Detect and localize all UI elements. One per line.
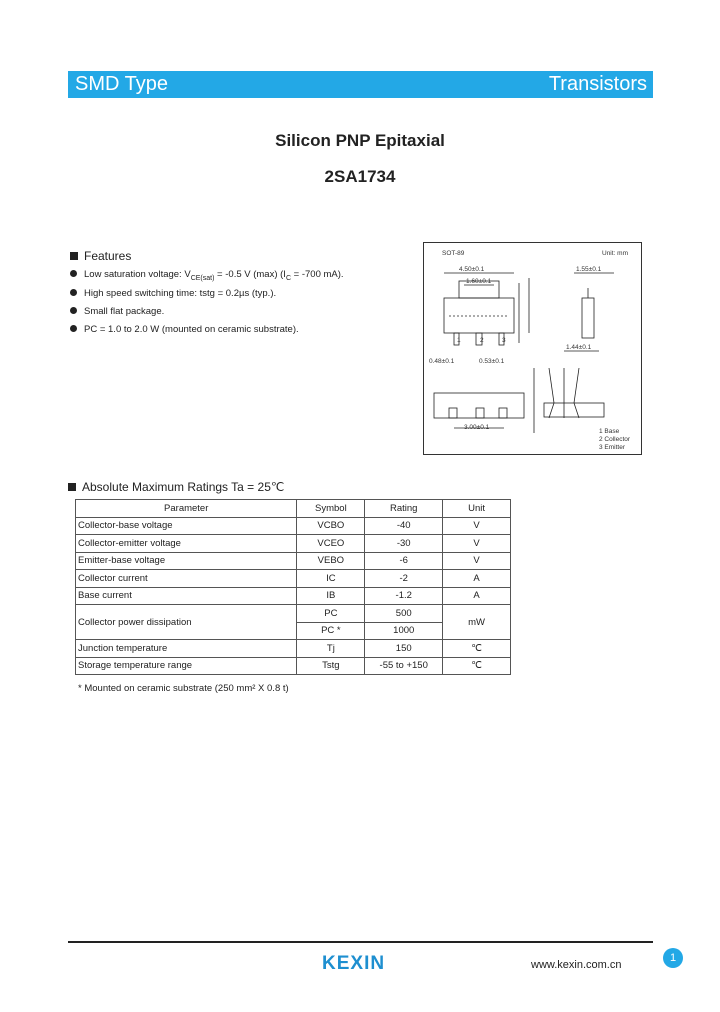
features-heading: Features	[70, 249, 131, 263]
feature-item: Small flat package.	[70, 306, 164, 317]
bullet-icon	[70, 325, 77, 332]
header-banner	[68, 71, 653, 98]
svg-text:3.00±0.1: 3.00±0.1	[464, 424, 490, 431]
table-row: Collector current IC -2 A	[76, 570, 511, 588]
svg-text:2 Collector: 2 Collector	[599, 436, 631, 443]
svg-text:0.48±0.1: 0.48±0.1	[429, 358, 455, 365]
table-row: Storage temperature range Tstg -55 to +150 ℃	[76, 657, 511, 675]
svg-text:3: 3	[502, 337, 506, 344]
svg-text:2: 2	[480, 337, 484, 344]
table-row: Junction temperature Tj 150 ℃	[76, 640, 511, 658]
table-row: Collector power dissipation PC 500 mW	[76, 605, 511, 623]
table-row: Collector-emitter voltage VCEO -30 V	[76, 535, 511, 553]
square-bullet-icon	[70, 252, 78, 260]
col-header: Rating	[365, 500, 443, 518]
table-header-row	[76, 500, 511, 518]
svg-text:SOT-89: SOT-89	[442, 250, 465, 257]
svg-text:3 Emitter: 3 Emitter	[599, 444, 626, 451]
feature-item: Low saturation voltage: $V_{CE(sat)} = -0.5$ V (max) ($I_C = -700$ mA).	[70, 269, 344, 282]
table-row: Base current IB -1.2 A	[76, 587, 511, 605]
website-link[interactable]: www.kexin.com.cn	[531, 959, 622, 971]
square-bullet-icon	[68, 483, 76, 491]
svg-text:Unit: mm: Unit: mm	[602, 250, 628, 257]
footer-divider	[68, 941, 653, 943]
svg-text:1.60±0.1: 1.60±0.1	[466, 278, 492, 285]
part-number: 2SA1734	[324, 167, 396, 186]
feature-item: High speed switching time: tstg = 0.2µs (typ.).	[70, 288, 276, 299]
table-row: PC * 1000	[76, 622, 511, 640]
svg-text:4.50±0.1: 4.50±0.1	[459, 266, 485, 273]
bullet-icon	[70, 270, 77, 277]
package-drawing	[423, 242, 642, 455]
feature-item: PC = 1.0 to 2.0 W (mounted on ceramic substrate).	[70, 324, 299, 335]
col-header: Parameter	[76, 500, 297, 518]
doc-title: Silicon PNP Epitaxial	[275, 131, 445, 150]
header-right: Transistors	[548, 73, 647, 95]
bullet-icon	[70, 307, 77, 314]
bullet-icon	[70, 289, 77, 296]
svg-text:1: 1	[457, 337, 461, 344]
header-left: SMD Type	[75, 73, 168, 95]
ratings-heading: Absolute Maximum Ratings Ta = 25℃	[68, 480, 284, 494]
package-outline-svg	[424, 243, 641, 454]
svg-text:1.44±0.1: 1.44±0.1	[566, 344, 592, 351]
table-row: Collector-base voltage VCBO -40 V	[76, 517, 511, 535]
table-row: Emitter-base voltage VEBO -6 V	[76, 552, 511, 570]
svg-text:1.55±0.1: 1.55±0.1	[576, 266, 602, 273]
svg-text:1 Base: 1 Base	[599, 428, 620, 435]
ratings-table	[75, 499, 511, 675]
kexin-logo: KEXIN	[322, 953, 386, 974]
page-number: 1	[663, 948, 683, 968]
svg-text:0.53±0.1: 0.53±0.1	[479, 358, 505, 365]
table-footnote: * Mounted on ceramic substrate (250 mm² X 0.8 t)	[78, 683, 289, 694]
col-header: Symbol	[297, 500, 365, 518]
col-header: Unit	[443, 500, 511, 518]
